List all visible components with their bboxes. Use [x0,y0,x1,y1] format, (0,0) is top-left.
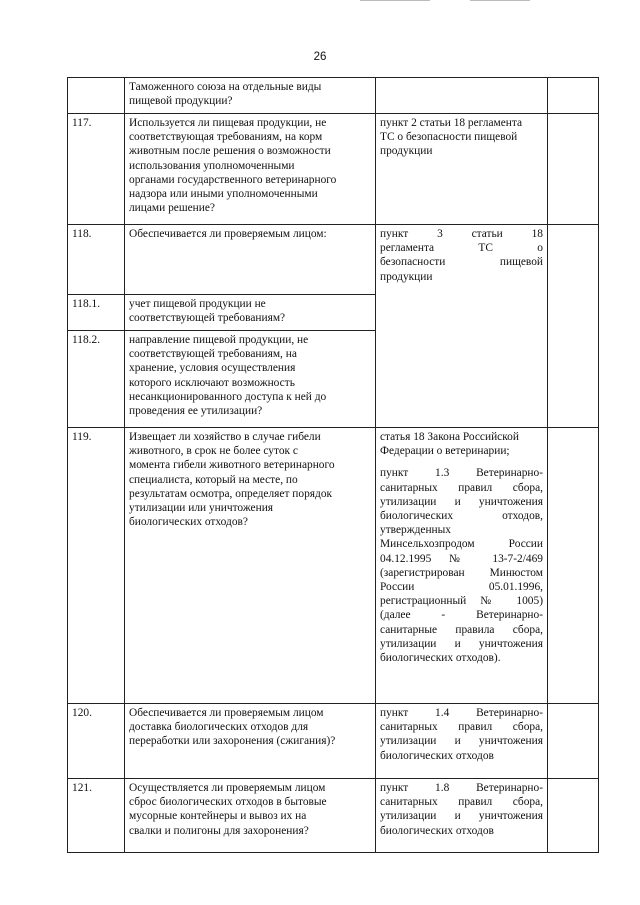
note-cell [548,428,599,704]
row-number [68,78,125,114]
scan-artifact-line [470,0,530,1]
requirement-text: Таможенного союза на отдельные виды пищевой продукции? [125,78,376,114]
row-number: 121. [68,779,125,853]
requirement-text: Используется ли пищевая продукции, не соответствующая требованиям, на корм животным после решения о возможности использования уполномоченными органами государственного ветеринарного надзора или иными уполномоченными лицами решение? [125,114,376,225]
legal-reference [376,78,548,114]
note-cell [548,78,599,114]
note-cell [548,114,599,225]
row-number: 117. [68,114,125,225]
requirement-text: Извещает ли хозяйство в случае гибели животного, в срок не более суток с момента гибели животного ветеринарного специалиста, который на месте, по результатам осмотра, определяет порядок утилизации или уничтожения биологических отходов? [125,428,376,704]
table-row [68,779,599,853]
requirement-text: Обеспечивается ли проверяемым лицом: [125,225,376,295]
table-row [68,225,599,295]
table-row [68,78,599,114]
note-cell [548,779,599,853]
table-row [68,114,599,225]
legal-reference: пункт 1.4 Ветеринарно- санитарных правил сбора, утилизации и уничтожения биологических отходов [376,704,548,779]
requirement-text: направление пищевой продукции, не соответствующей требованиям, на хранение, условия осуществления которого исключают возможность несанкционированного доступа к ней до проведения ее утилизации? [125,331,376,428]
requirement-text: учет пищевой продукции не соответствующей требованиям? [125,295,376,331]
note-cell [548,704,599,779]
requirement-text: Осуществляется ли проверяемым лицом сброс биологических отходов в бытовые мусорные контейнеры и вывоз их на свалки и полигоны для захоронения? [125,779,376,853]
table-row [68,428,599,704]
row-number: 120. [68,704,125,779]
legal-reference: пункт 3 статьи 18 регламента ТС о безопасности пищевой продукции [376,225,548,428]
table-row [68,704,599,779]
legal-reference: пункт 1.8 Ветеринарно- санитарных правил сбора, утилизации и уничтожения биологических отходов [376,779,548,853]
legal-reference: пункт 2 статьи 18 регламента ТС о безопасности пищевой продукции [376,114,548,225]
row-number: 118.1. [68,295,125,331]
note-cell [548,225,599,428]
page-number: 26 [313,51,327,63]
row-number: 118.2. [68,331,125,428]
requirement-text: Обеспечивается ли проверяемым лицом доставка биологических отходов для переработки или захоронения (сжигания)? [125,704,376,779]
requirements-table [67,77,599,853]
row-number: 118. [68,225,125,295]
scan-artifact-line [360,0,430,1]
legal-reference: статья 18 Закона Российской Федерации о ветеринарии; пункт 1.3 Ветеринарно- санитарных правил сбора, утилизации и уничтожения биологических отходов, утвержденных Минсельхозпродом России 04.12.1995 № 13-7-2/469 (зарегистрирован Минюстом России 05.01.1996, регистрационный № 1005) (далее - Ветеринарно- санитарные правила сбора, утилизации и уничтожения биологических отходов). [376,428,548,704]
row-number: 119. [68,428,125,704]
